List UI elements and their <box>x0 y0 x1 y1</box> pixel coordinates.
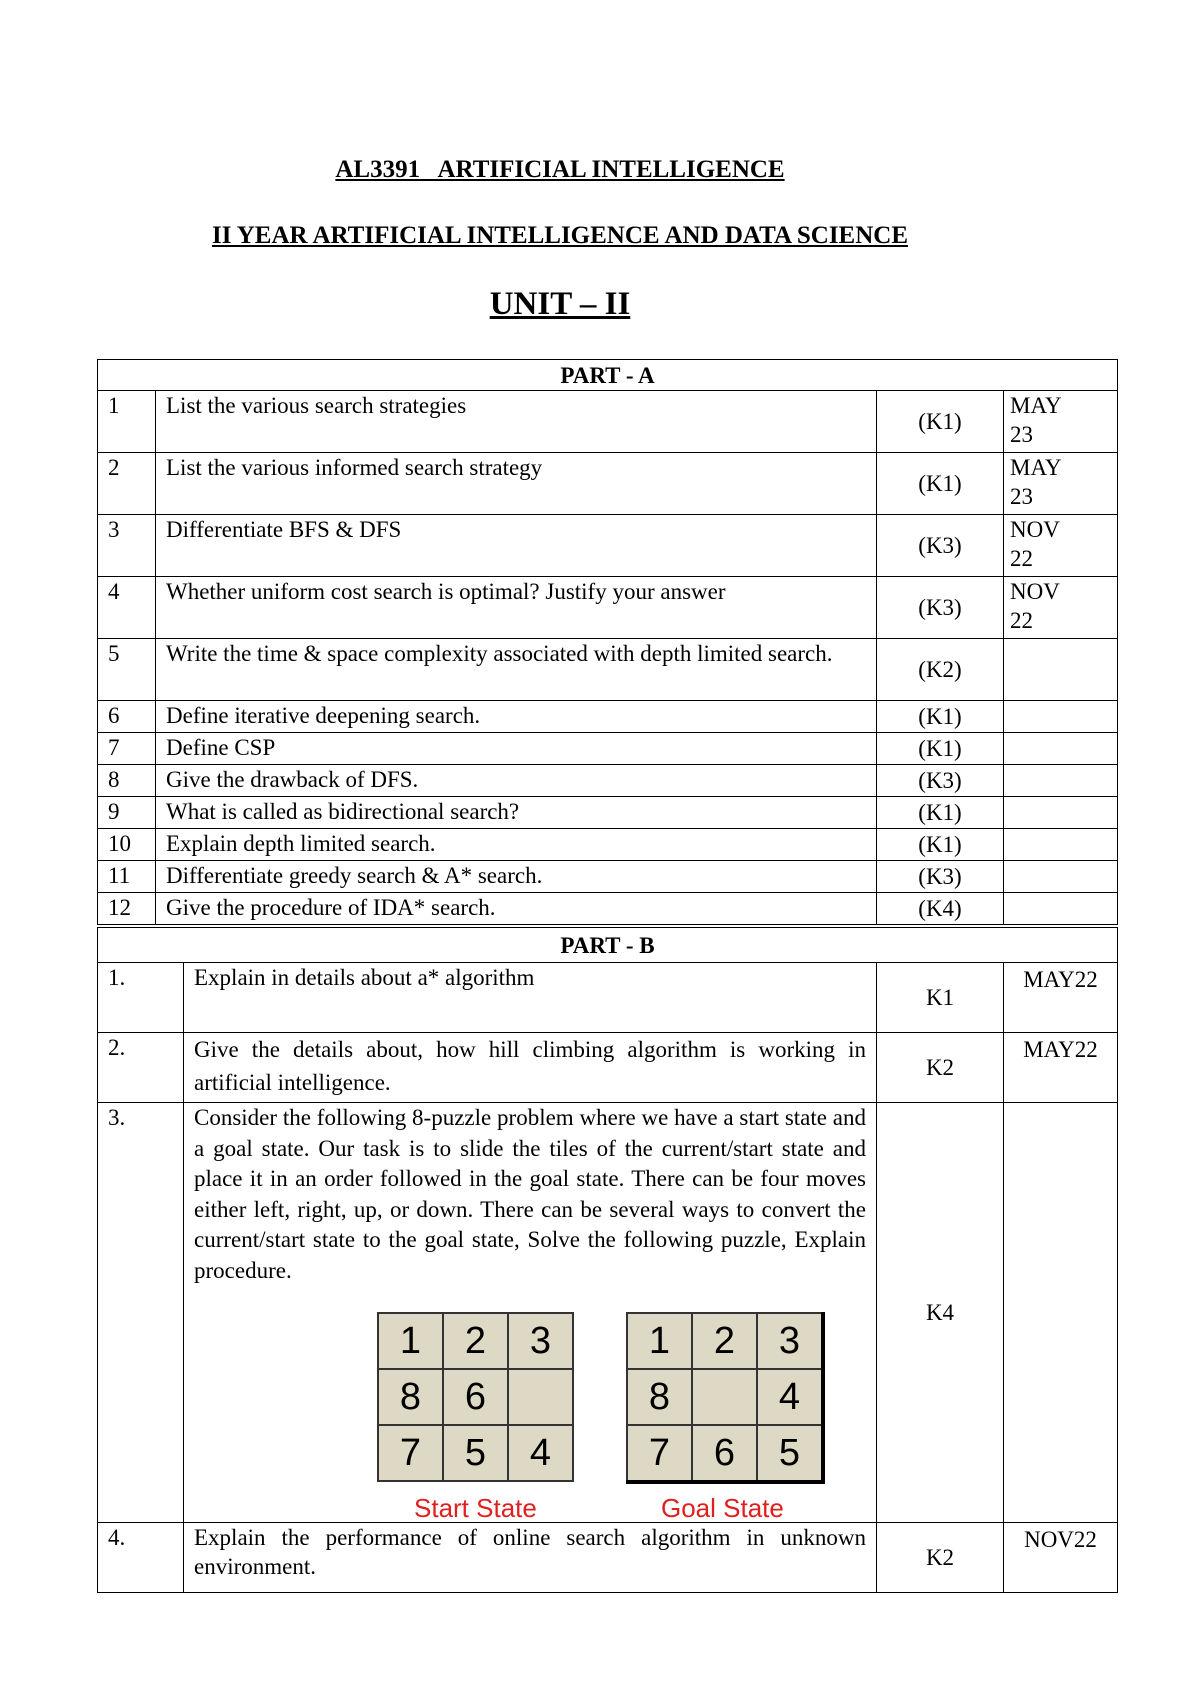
question-text: Consider the following 8-puzzle problem where we have a start state and a goal state. Our task is to slide the tiles of the current/start state and place it in an order followed in the goal state. There can be four moves either left, right, up, or down. There can be several ways to convert the current/start state to the goal state, Solve the following puzzle, Explain procedure. <box>194 1105 866 1283</box>
knowledge-level: (K3) <box>877 861 1004 893</box>
table-row <box>98 577 1118 639</box>
exam-session: NOV 22 <box>1004 515 1118 577</box>
table-row <box>98 701 1118 733</box>
part-b-title: PART - B <box>98 928 1118 963</box>
puzzle-tile: 3 <box>508 1313 573 1369</box>
exam-session <box>1004 1103 1118 1523</box>
exam-session <box>1004 733 1118 765</box>
question-text: Explain depth limited search. <box>156 829 877 861</box>
exam-session: MAY22 <box>1004 1033 1118 1103</box>
question-cell <box>184 1103 877 1523</box>
knowledge-level: K4 <box>877 1103 1004 1523</box>
puzzle-tile: 8 <box>627 1369 692 1425</box>
question-number: 3 <box>98 515 156 577</box>
question-number: 4 <box>98 577 156 639</box>
puzzle-tile: 8 <box>378 1369 443 1425</box>
knowledge-level: (K3) <box>877 765 1004 797</box>
table-row <box>98 453 1118 515</box>
part-a-title: PART - A <box>98 360 1118 391</box>
exam-session: NOV22 <box>1004 1523 1118 1593</box>
puzzle-tile: 4 <box>508 1425 573 1481</box>
question-number: 1. <box>98 963 184 1033</box>
question-text: Write the time & space complexity associated with depth limited search. <box>156 639 877 701</box>
exam-session <box>1004 639 1118 701</box>
puzzle-tile: 2 <box>692 1313 757 1369</box>
question-text: Give the details about, how hill climbing algorithm is working in artificial intelligence. <box>184 1033 877 1103</box>
knowledge-level: (K3) <box>877 577 1004 639</box>
question-number: 2. <box>98 1033 184 1103</box>
table-row <box>98 1523 1118 1593</box>
puzzle-tile: 6 <box>443 1369 508 1425</box>
question-text: Explain in details about a* algorithm <box>184 963 877 1033</box>
question-text: Define CSP <box>156 733 877 765</box>
puzzle-tile <box>692 1369 757 1425</box>
puzzle-tile: 5 <box>757 1425 823 1482</box>
question-text: List the various search strategies <box>156 391 877 453</box>
table-row <box>98 1103 1118 1523</box>
table-row <box>98 765 1118 797</box>
goal-state-label: Goal State <box>661 1493 784 1523</box>
table-row <box>98 963 1118 1033</box>
exam-session <box>1004 861 1118 893</box>
question-text: What is called as bidirectional search? <box>156 797 877 829</box>
puzzle-tile: 4 <box>757 1369 823 1425</box>
program-title: II YEAR ARTIFICIAL INTELLIGENCE AND DATA SCIENCE <box>211 222 909 249</box>
table-row <box>98 893 1118 925</box>
question-text: Whether uniform cost search is optimal? Justify your answer <box>156 577 877 639</box>
question-text: List the various informed search strategy <box>156 453 877 515</box>
puzzle-tile: 1 <box>378 1313 443 1369</box>
question-number: 10 <box>98 829 156 861</box>
exam-session <box>1004 893 1118 925</box>
table-row <box>98 733 1118 765</box>
question-text: Give the drawback of DFS. <box>156 765 877 797</box>
knowledge-level: (K1) <box>877 701 1004 733</box>
question-number: 4. <box>98 1523 184 1593</box>
puzzle-tile: 7 <box>627 1425 692 1482</box>
knowledge-level: (K4) <box>877 893 1004 925</box>
table-row <box>98 515 1118 577</box>
goal-state-grid <box>626 1312 825 1484</box>
question-number: 11 <box>98 861 156 893</box>
puzzle-tile <box>508 1369 573 1425</box>
question-number: 6 <box>98 701 156 733</box>
question-number: 3. <box>98 1103 184 1523</box>
unit-title: UNIT – II <box>489 286 631 322</box>
knowledge-level: (K2) <box>877 639 1004 701</box>
exam-session <box>1004 701 1118 733</box>
table-row <box>98 797 1118 829</box>
question-text: Give the procedure of IDA* search. <box>156 893 877 925</box>
question-number: 7 <box>98 733 156 765</box>
table-row <box>98 861 1118 893</box>
exam-session <box>1004 797 1118 829</box>
start-state-grid <box>377 1312 574 1482</box>
puzzle-tile: 2 <box>443 1313 508 1369</box>
question-number: 5 <box>98 639 156 701</box>
table-row <box>98 639 1118 701</box>
knowledge-level: (K1) <box>877 453 1004 515</box>
puzzle-tile: 1 <box>627 1313 692 1369</box>
question-text: Explain the performance of online search algorithm in unknown environment. <box>184 1523 877 1593</box>
exam-session <box>1004 829 1118 861</box>
course-title: AL3391 ARTIFICIAL INTELLIGENCE <box>335 156 785 183</box>
question-text: Define iterative deepening search. <box>156 701 877 733</box>
question-number: 9 <box>98 797 156 829</box>
knowledge-level: (K1) <box>877 829 1004 861</box>
puzzle-tile: 6 <box>692 1425 757 1482</box>
exam-session: MAY22 <box>1004 963 1118 1033</box>
knowledge-level: (K1) <box>877 797 1004 829</box>
puzzle-figure <box>194 1312 866 1522</box>
question-number: 1 <box>98 391 156 453</box>
table-row <box>98 391 1118 453</box>
start-state-label: Start State <box>414 1493 537 1523</box>
question-text: Differentiate greedy search & A* search. <box>156 861 877 893</box>
question-number: 8 <box>98 765 156 797</box>
part-b-table <box>97 927 1118 1593</box>
knowledge-level: K2 <box>877 1523 1004 1593</box>
puzzle-tile: 5 <box>443 1425 508 1481</box>
knowledge-level: (K1) <box>877 733 1004 765</box>
knowledge-level: (K1) <box>877 391 1004 453</box>
question-text: Differentiate BFS & DFS <box>156 515 877 577</box>
question-number: 12 <box>98 893 156 925</box>
table-row <box>98 1033 1118 1103</box>
exam-session: MAY 23 <box>1004 453 1118 515</box>
exam-session <box>1004 765 1118 797</box>
question-number: 2 <box>98 453 156 515</box>
exam-session: NOV 22 <box>1004 577 1118 639</box>
puzzle-tile: 7 <box>378 1425 443 1481</box>
part-a-table <box>97 359 1118 925</box>
exam-session: MAY 23 <box>1004 391 1118 453</box>
puzzle-tile: 3 <box>757 1313 823 1369</box>
knowledge-level: K2 <box>877 1033 1004 1103</box>
knowledge-level: (K3) <box>877 515 1004 577</box>
knowledge-level: K1 <box>877 963 1004 1033</box>
table-row <box>98 829 1118 861</box>
